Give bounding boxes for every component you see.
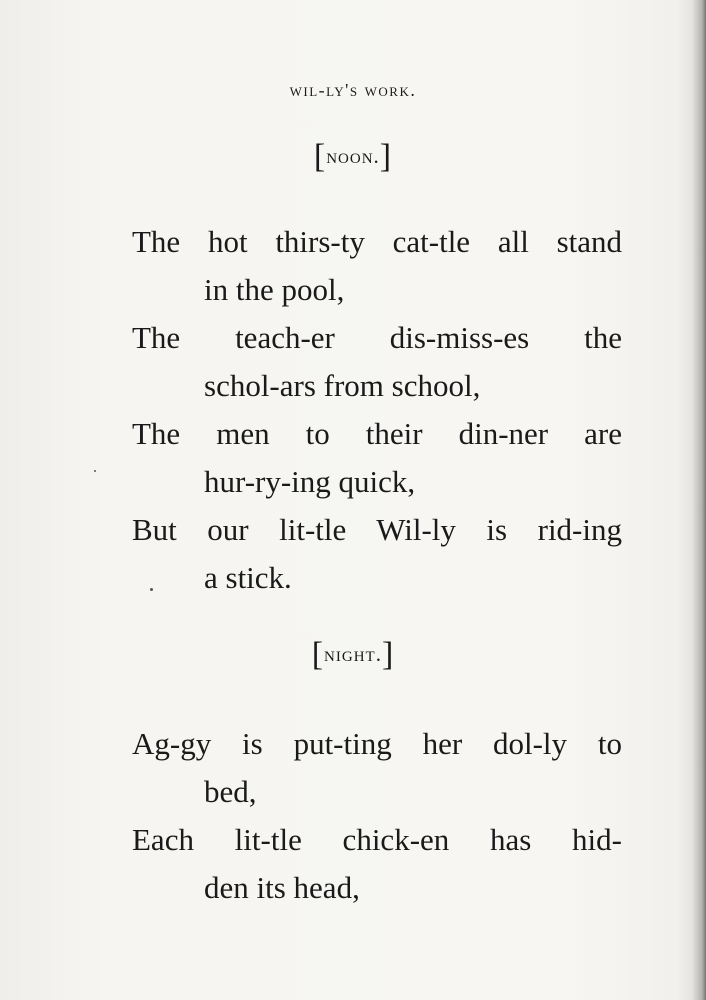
verse-line: Ag-gy is put-ting her dol-ly to <box>132 726 622 761</box>
verse-line: Each lit-tle chick-en has hid- <box>132 822 622 857</box>
print-speck <box>150 588 153 591</box>
print-speck <box>94 470 96 472</box>
verse-line: a stick. <box>204 560 292 595</box>
stanza-noon <box>132 218 622 602</box>
verse-line: But our lit-tle Wil-ly is rid-ing <box>132 512 622 547</box>
verse-line: den its head, <box>204 870 360 905</box>
verse-line: in the pool, <box>204 272 345 307</box>
verse-line: The men to their din-ner are <box>132 416 622 451</box>
section-heading-label: noon. <box>326 144 380 168</box>
verse-line: The teach-er dis-miss-es the <box>132 320 622 355</box>
verse-line: The hot thirs-ty cat-tle all stand <box>132 224 622 259</box>
running-head: wil-ly's work. <box>289 80 417 100</box>
section-heading-night: [night.] <box>311 636 395 673</box>
stanza-night <box>132 720 622 912</box>
verse-line: schol-ars from school, <box>204 368 481 403</box>
section-heading-label: night. <box>324 642 382 666</box>
verse-line: bed, <box>204 774 257 809</box>
verse-line: hur-ry-ing quick, <box>204 464 416 499</box>
section-heading-noon: [noon.] <box>313 138 393 175</box>
